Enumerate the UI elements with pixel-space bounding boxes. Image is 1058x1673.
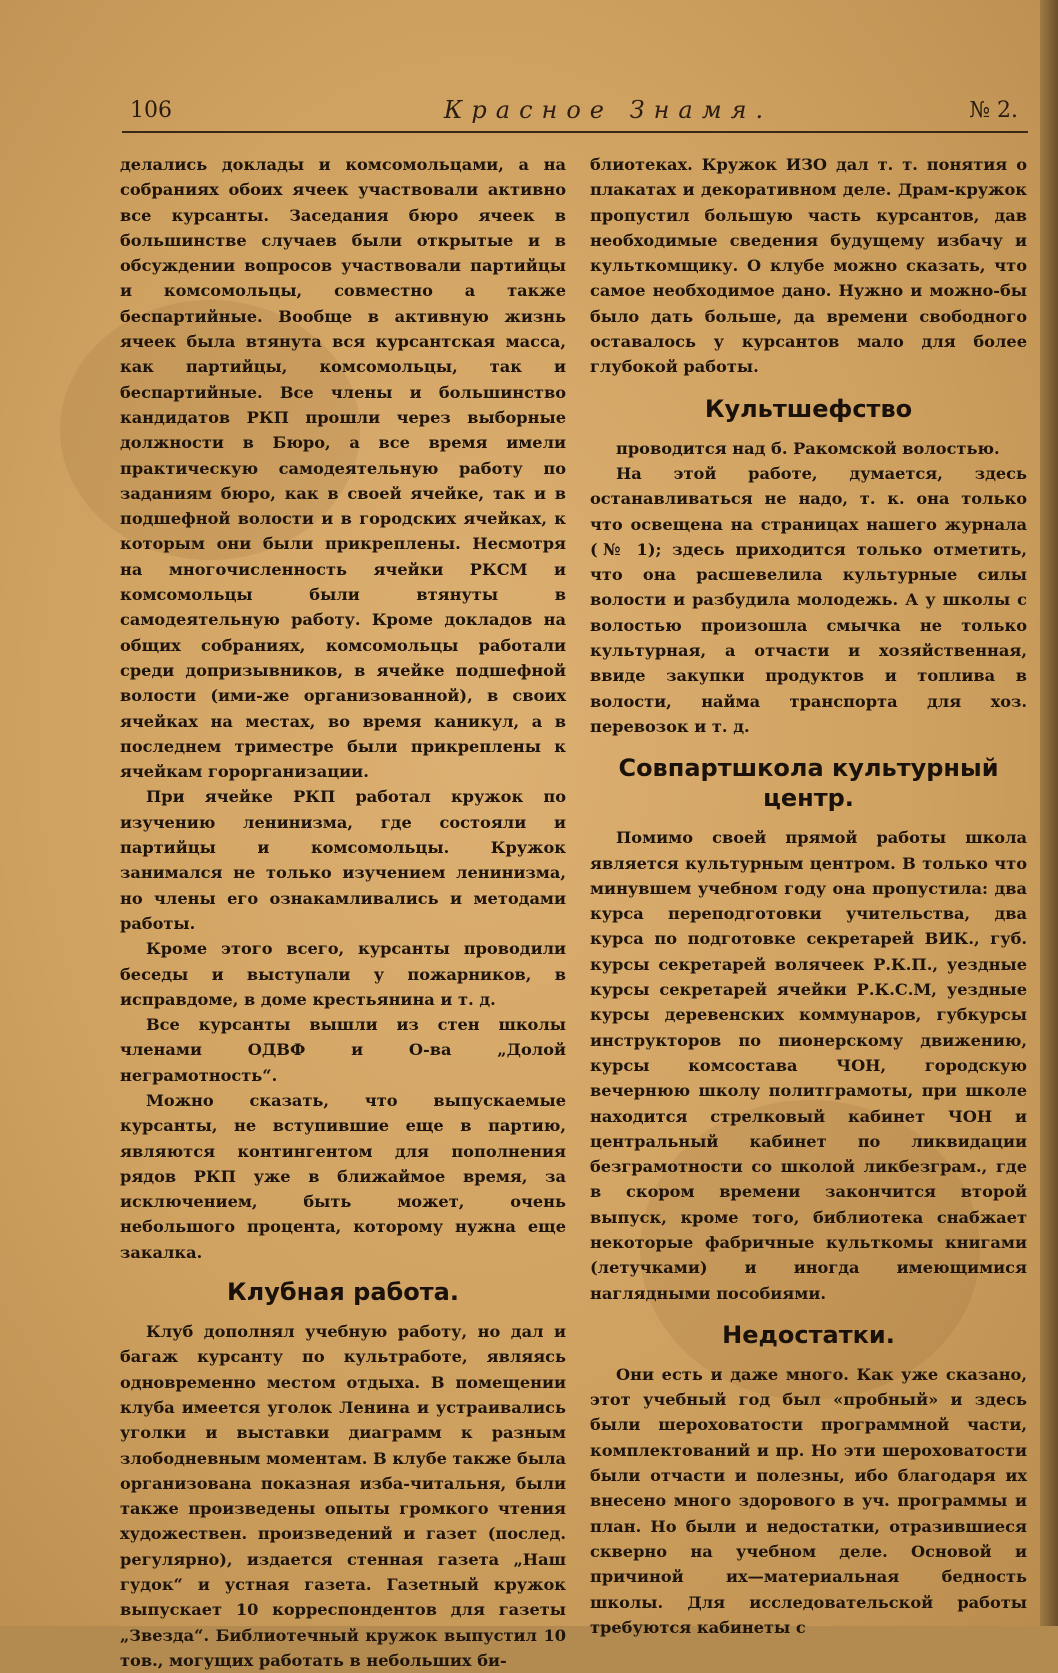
paragraph: При ячейке РКП работал кружок по изучению ленинизма, где состояли и партийцы и комсомольцы. Кружок занимался не только изучением ленинизма, но члены его ознакамливались и методами работы. (120, 787, 566, 933)
paragraph: Клуб дополнял учебную работу, но дал и багаж курсанту по культработе, являясь одновременно местом отдыха. В помещении клуба имеется уголок Ленина и устраивались уголки и выставки диаграмм к разным злободневным моментам. В клубе также была организована показная изба-читальня, были также произведены опыты громкого чтения художествен. произведений и газет (послед. регулярно), издается стенная газета „Наш гудок“ и устная газета. Газетный кружок выпускает 10 корреспондентов для газеты „Звезда“. Библиотечный кружок выпустил 10 тов., могущих работать в небольших би- (120, 1322, 566, 1670)
left-column (120, 152, 566, 1673)
paragraph: Помимо своей прямой работы школа является культурным центром. В только что минувшем учебном году она пропустила: два курса переподготовки учительства, два курса по подготовке секретарей ВИК., губ. курсы секретарей волячеек Р.К.П., уездные курсы секретарей ячейки Р.К.С.М, уездные курсы деревенских коммунаров, губкурсы инструкторов по пионерскому движению, курсы комсостава ЧОН, городскую вечернюю школу политграмоты, при школе находится стрелковый кабинет ЧОН и центральный кабинет по ликвидации безграмотности со школой ликбезграм., где в скором времени закончится второй выпуск, кроме того, библиотека снабжает некоторые фабричные культкомы книгами (летучками) и иногда имеющимися наглядными пособиями. (590, 828, 1027, 1303)
page-edge (1040, 0, 1058, 1626)
journal-title: Красное Знамя. (443, 96, 773, 124)
section-heading-club: Клубная работа. (227, 1278, 459, 1307)
paragraph: блиотеках. Кружок ИЗО дал т. т. понятия о плакатах и декоративном деле. Драм-кружок пропустил большую часть курсантов, дав необходимые сведения будущему избачу и культкомщику. О клубе можно сказать, что самое необходимое дано. Нужно и можно-бы было дать больше, да времени свободного оставалось у курсантов мало для более глубокой работы. (590, 155, 1027, 377)
header-rule (122, 131, 1028, 133)
paragraph: делались доклады и комсомольцами, а на собраниях обоих ячеек участвовали активно все курсанты. Заседания бюро ячеек в большинстве случаев были открытые и в обсуждении вопросов участвовали партийцы и комсомольцы, совместно а также беспартийные. Вообще в активную жизнь ячеек была втянута вся курсантская масса, как партийцы, комсомольцы, так и беспартийные. Все члены и большинство кандидатов РКП прошли через выборные должности в Бюро, а все время имели практическую самодеятельную работу по заданиям бюро, как в своей ячейке, так и в подшефной волости и в городских ячейках, к которым они были прикреплены. Несмотря на многочисленность ячейки РКСМ и комсомольцы были втянуты в самодеятельную работу. Кроме докладов на общих собраниях, комсомольцы работали среди допризывников, в ячейке подшефной волости (ими-же организованной), в своих ячейках на местах, во время каникул, а в последнем триместре были прикреплены к ячейкам горорганизации. (120, 155, 566, 782)
paragraph: Можно сказать, что выпускаемые курсанты, не вступившие еще в партию, являются контингентом для пополнения рядов РКП уже в ближаймое время, за исключением, быть может, очень небольшого процента, которому нужна еще закалка. (120, 1090, 566, 1262)
paragraph: Кроме этого всего, курсанты проводили беседы и выступали у пожарников, в исправдоме, в доме крестьянина и т. д. (120, 939, 566, 1009)
section-heading-culture: Культшефство (704, 394, 913, 423)
paragraph: проводится над б. Ракомской волостью. (616, 438, 1000, 458)
paragraph: Они есть и даже много. Как уже сказано, этот учебный год был «пробный» и здесь были шероховатости программной части, комплектований и пр. Но эти шероховатости были отчасти и полезны, ибо благодаря их внесено много здорового в уч. программы и план. Но были и недостатки, отразившиеся скверно на учебном деле. Основой и причиной их—материальная бедность школы. Для исследовательской работы требуются кабинеты с (590, 1364, 1027, 1637)
paragraph: На этой работе, думается, здесь останавливаться не надо, т. к. она только что освещена на страницах нашего журнала (№ 1); здесь приходится только отметить, что она расшевелила культурные силы волости и разбудила молодежь. А у школы с волостью произошла смычка не только культурная, а отчасти и хозяйственная, ввиде закупки продуктов и топлива в волости, найма транспорта для хоз. перевозок и т. д. (590, 463, 1027, 736)
page-header (118, 92, 1030, 132)
section-heading-shortcomings: Недостатки. (722, 1320, 895, 1349)
issue-number: № 2. (969, 98, 1018, 123)
right-column (590, 152, 1027, 1640)
paragraph: Все курсанты вышли из стен школы членами ОДВФ и О-ва „Долой неграмотность“. (120, 1015, 566, 1085)
page-number: 106 (130, 98, 172, 123)
section-heading-center: Совпартшкола культурный центр. (618, 754, 999, 813)
